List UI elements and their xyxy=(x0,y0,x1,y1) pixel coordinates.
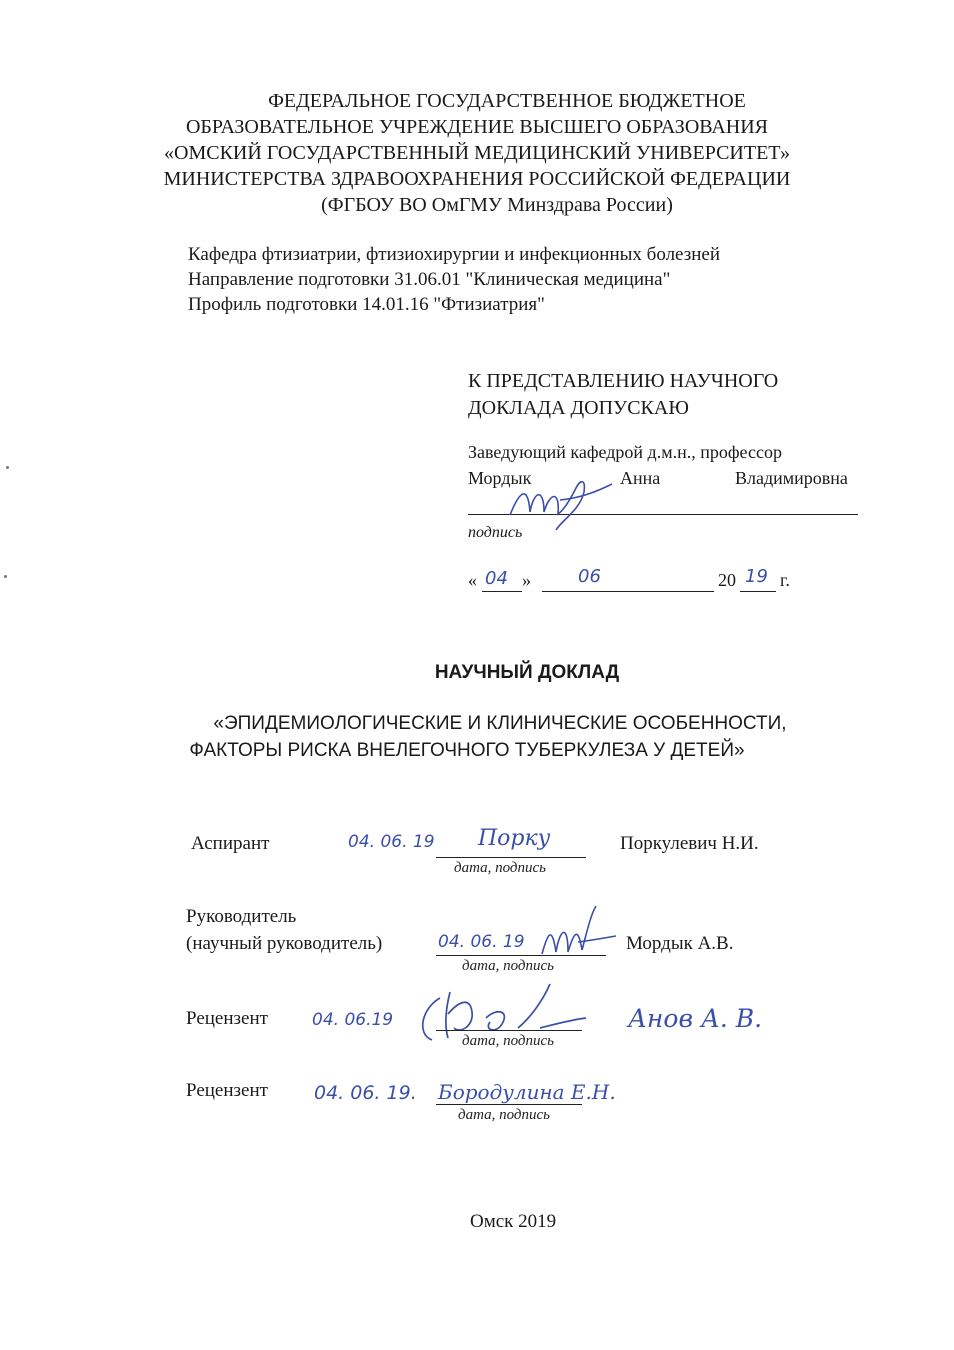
date-year-line xyxy=(740,591,776,592)
supervisor-caption: дата, подпись xyxy=(462,958,554,974)
aspirant-sign-line xyxy=(436,857,586,858)
department-block xyxy=(188,242,720,317)
approver-position: Заведующий кафедрой д.м.н., профессор xyxy=(468,442,782,462)
topic-line: «ЭПИДЕМИОЛОГИЧЕСКИЕ И КЛИНИЧЕСКИЕ ОСОБЕННОСТИ, xyxy=(213,713,787,734)
scan-dot xyxy=(6,466,9,469)
supervisor-label: Руководитель xyxy=(186,906,297,927)
reviewer2-label: Рецензент xyxy=(186,1080,268,1101)
reviewer2-name-handwritten: Бородулина Е.Н. xyxy=(438,1080,616,1104)
supervisor-date-handwritten: 04. 06. 19 xyxy=(438,932,525,952)
reviewer1-sign-line xyxy=(436,1030,582,1031)
supervisor-sign-line xyxy=(436,955,606,956)
approver-first-name: Анна xyxy=(620,468,661,488)
aspirant-signature-handwritten: Порку xyxy=(478,826,551,851)
date-month-handwritten: 06 xyxy=(578,566,601,587)
date-quote-close: » xyxy=(522,570,531,590)
signature-caption: подпись xyxy=(468,524,523,541)
city-year: Омск 2019 xyxy=(470,1211,557,1232)
supervisor-name: Мордык А.В. xyxy=(626,933,734,954)
date-year-suffix: г. xyxy=(780,570,790,590)
header-line: «ОМСКИЙ ГОСУДАРСТВЕННЫЙ МЕДИЦИНСКИЙ УНИВЕРСИТЕТ» xyxy=(164,142,790,164)
approver-middle-name: Владимировна xyxy=(735,468,848,488)
reviewer2-date-handwritten: 04. 06. 19. xyxy=(314,1082,417,1104)
aspirant-name: Поркулевич Н.И. xyxy=(620,833,759,854)
date-month-line xyxy=(542,591,714,592)
approval-block xyxy=(468,368,778,422)
reviewer1-date-handwritten: 04. 06.19 xyxy=(312,1010,394,1030)
aspirant-label: Аспирант xyxy=(191,833,270,854)
reviewer2-caption: дата, подпись xyxy=(458,1107,550,1123)
date-year-prefix: 20 xyxy=(718,570,736,590)
date-day-line xyxy=(482,591,522,592)
header-line: ОБРАЗОВАТЕЛЬНОЕ УЧРЕЖДЕНИЕ ВЫСШЕГО ОБРАЗОВАНИЯ xyxy=(185,116,769,138)
aspirant-date-handwritten: 04. 06. 19 xyxy=(348,832,435,852)
report-title: НАУЧНЫЙ ДОКЛАД xyxy=(434,662,620,683)
header-line: (ФГБОУ ВО ОмГМУ Минздрава России) xyxy=(321,194,673,216)
training-profile: Профиль подготовки 14.01.16 "Фтизиатрия" xyxy=(188,294,545,315)
aspirant-caption: дата, подпись xyxy=(454,860,546,876)
approver-last-name: Мордык xyxy=(468,468,532,488)
report-topic xyxy=(0,710,954,764)
training-direction: Направление подготовки 31.06.01 "Клиническая медицина" xyxy=(188,269,671,290)
department-name: Кафедра фтизиатрии, фтизиохирургии и инфекционных болезней xyxy=(188,244,720,265)
approval-heading: ДОКЛАДА ДОПУСКАЮ xyxy=(468,397,689,419)
reviewer1-caption: дата, подпись xyxy=(462,1033,554,1049)
supervisor-label-sub: (научный руководитель) xyxy=(186,933,383,954)
scan-dot xyxy=(4,575,7,578)
reviewer1-label: Рецензент xyxy=(186,1008,268,1029)
header-line: МИНИСТЕРСТВА ЗДРАВООХРАНЕНИЯ РОССИЙСКОЙ ФЕДЕРАЦИИ xyxy=(163,168,791,190)
reviewer2-sign-line xyxy=(436,1104,582,1105)
topic-line: ФАКТОРЫ РИСКА ВНЕЛЕГОЧНОГО ТУБЕРКУЛЕЗА У ДЕТЕЙ» xyxy=(189,740,745,761)
reviewer1-name-handwritten: Анов А. В. xyxy=(628,1004,763,1033)
institution-header xyxy=(0,88,954,218)
approval-heading: К ПРЕДСТАВЛЕНИЮ НАУЧНОГО xyxy=(468,370,779,392)
header-line: ФЕДЕРАЛЬНОЕ ГОСУДАРСТВЕННОЕ БЮДЖЕТНОЕ xyxy=(268,90,746,112)
date-day-handwritten: 04 xyxy=(485,568,508,589)
date-year-handwritten: 19 xyxy=(745,566,768,587)
date-quote-open: « xyxy=(468,570,477,590)
supervisor-signature-scribble xyxy=(538,902,618,962)
